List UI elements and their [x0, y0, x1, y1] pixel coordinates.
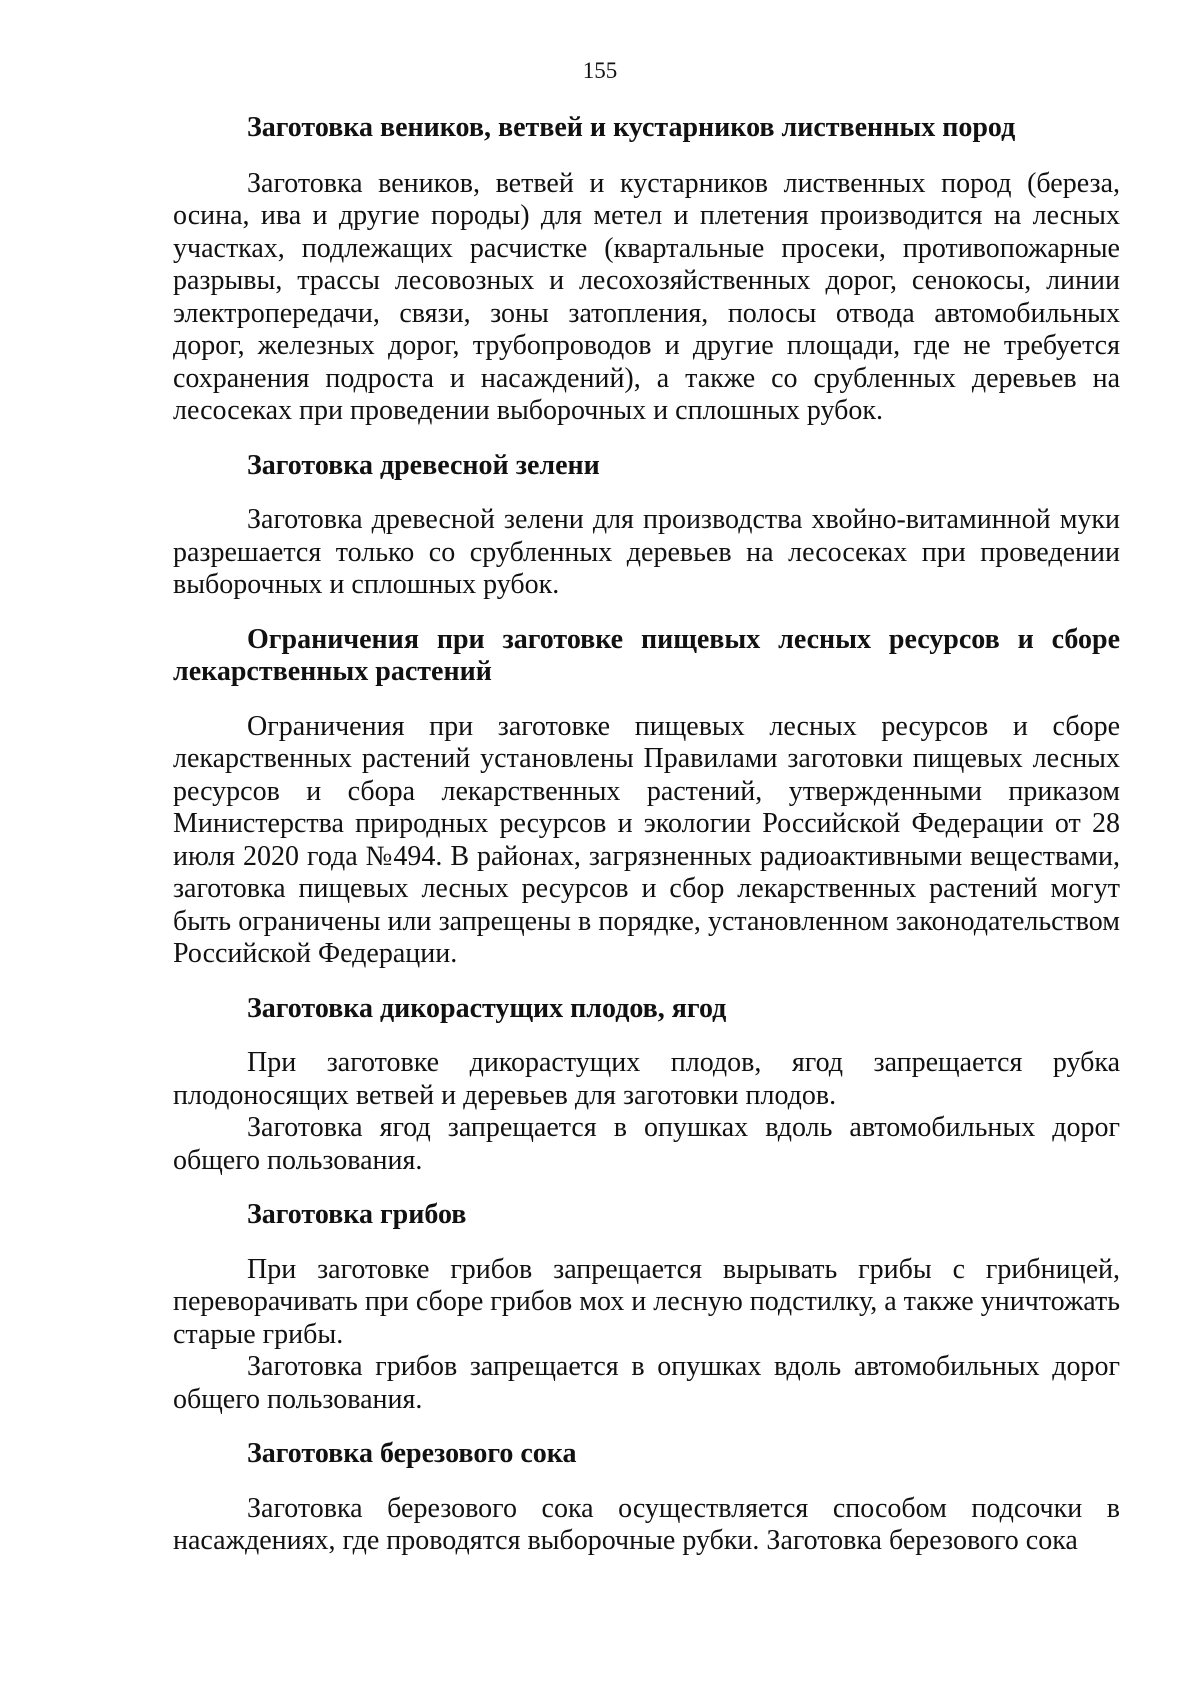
paragraph-greenery: Заготовка древесной зелени для производства хвойно-витаминной муки разрешается только со срубленных деревьев на лесосеках при проведении выборочных и сплошных рубок. [173, 504, 1120, 600]
paragraph-mushrooms-1: При заготовке грибов запрещается вырывать грибы с грибницей, переворачивать при сборе грибов мох и лесную подстилку, а также уничтожать старые грибы. [173, 1253, 1120, 1350]
section-heading-greenery: Заготовка древесной зелени [247, 449, 600, 481]
paragraph-berries-1: При заготовке дикорастущих плодов, ягод запрещается рубка плодоносящих ветвей и деревьев для заготовки плодов. [173, 1047, 1120, 1111]
paragraph-birch-sap: Заготовка березового сока осуществляется способом подсочки в насаждениях, где проводятся выборочные рубки. Заготовка березового сока [173, 1492, 1120, 1556]
paragraph-brooms: Заготовка веников, ветвей и кустарников лиственных пород (береза, осина, ива и другие породы) для метел и плетения производится на лесных участках, подлежащих расчистке (квартальные просеки, противопожарные разрывы, трассы лесовозных и лесохозяйственных дорог, сенокосы, линии электропередачи, связи, зоны затопления, полосы отвода автомобильных дорог, железных дорог, трубопроводов и другие площади, где не требуется сохранения подроста и насаждений), а также со срубленных деревьев на лесосеках при проведении выборочных и сплошных рубок. [173, 167, 1120, 426]
paragraph-berries-2: Заготовка ягод запрещается в опушках вдоль автомобильных дорог общего пользования. [173, 1112, 1120, 1176]
section-heading-restrictions: Ограничения при заготовке пищевых лесных ресурсов и сборе лекарственных растений [173, 623, 1120, 687]
section-heading-birch-sap: Заготовка березового сока [247, 1438, 577, 1469]
page-number: 155 [582, 58, 618, 83]
paragraph-mushrooms-2: Заготовка грибов запрещается в опушках вдоль автомобильных дорог общего пользования. [173, 1351, 1120, 1415]
paragraph-restrictions: Ограничения при заготовке пищевых лесных ресурсов и сборе лекарственных растений установлены Правилами заготовки пищевых лесных ресурсов и сбора лекарственных растений, утвержденными приказом Министерства природных ресурсов и экологии Российской Федерации от 28 июля 2020 года №494. В районах, загрязненных радиоактивными веществами, заготовка пищевых лесных ресурсов и сбор лекарственных растений могут быть ограничены или запрещены в порядке, установленном законодательством Российской Федерации. [173, 710, 1120, 969]
section-heading-berries: Заготовка дикорастущих плодов, ягод [247, 992, 727, 1024]
page-content [173, 112, 1120, 1558]
section-heading-mushrooms: Заготовка грибов [247, 1199, 467, 1230]
section-heading-brooms: Заготовка веников, ветвей и кустарников лиственных пород [247, 112, 1016, 143]
